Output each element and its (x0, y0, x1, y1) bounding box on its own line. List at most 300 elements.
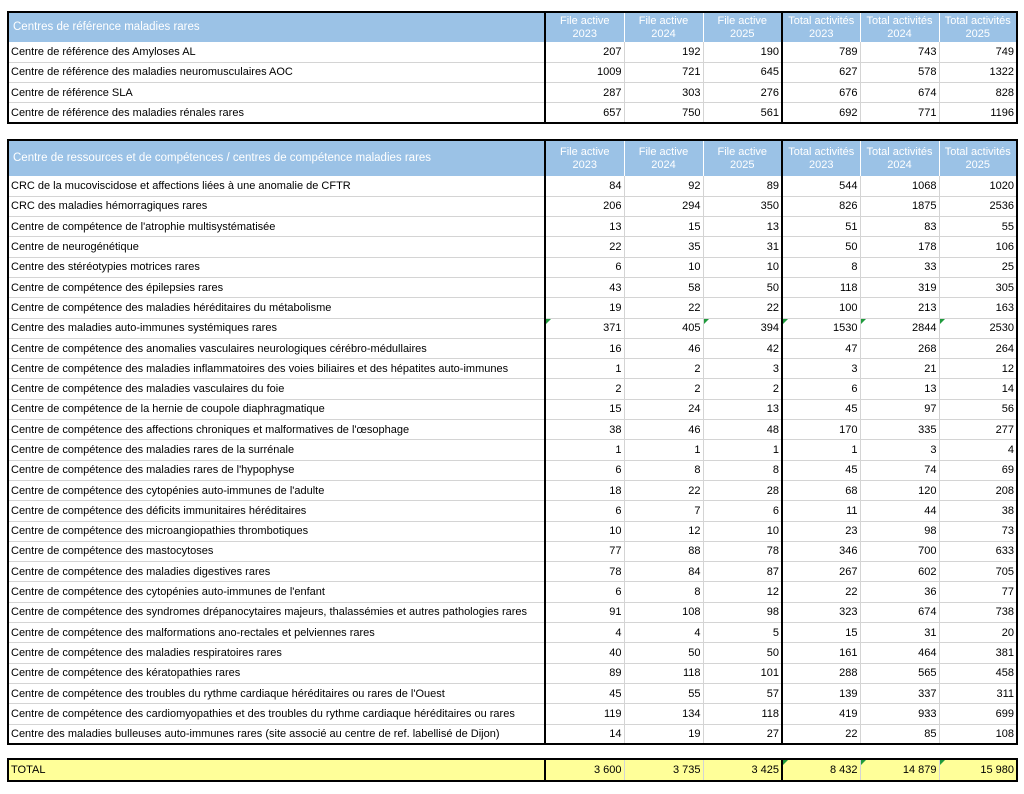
column-header-year: 2024 (651, 27, 676, 40)
total-value-cell[interactable]: 3 600 (545, 759, 624, 781)
value-cell[interactable]: 1 (782, 440, 860, 460)
value-cell[interactable]: 139 (782, 683, 860, 703)
value-cell[interactable]: 268 (860, 338, 939, 358)
value-cell[interactable]: 2 (624, 359, 703, 379)
center-name-cell[interactable]: Centre des maladies bulleuses auto-immunes rares (site associé au centre de ref. labellisé de Dijon) (8, 724, 545, 744)
column-header-year: 2023 (572, 158, 597, 171)
value-cell[interactable]: 1322 (939, 62, 1017, 82)
table-row[interactable] (8, 237, 1017, 257)
value-cell[interactable]: 22 (782, 582, 860, 602)
value-cell[interactable]: 1068 (860, 176, 939, 196)
value-cell[interactable]: 27 (703, 724, 782, 744)
value-cell[interactable]: 657 (545, 103, 624, 123)
value-cell[interactable]: 14 (545, 724, 624, 744)
table-row[interactable] (8, 62, 1017, 82)
center-name-cell[interactable]: Centre de compétence des maladies respiratoires rares (8, 643, 545, 663)
value-cell[interactable]: 350 (703, 196, 782, 216)
center-name-cell[interactable]: Centre de compétence des troubles du rythme cardiaque héréditaires ou rares de l'Ouest (8, 683, 545, 703)
value-cell[interactable]: 1020 (939, 176, 1017, 196)
column-header-year: 2023 (572, 27, 597, 40)
value-cell[interactable]: 118 (624, 663, 703, 683)
column-header-year: 2025 (965, 158, 990, 171)
value-cell[interactable]: 22 (703, 298, 782, 318)
value-cell[interactable]: 4 (545, 623, 624, 643)
value-cell[interactable]: 120 (860, 480, 939, 500)
value-cell[interactable]: 419 (782, 704, 860, 724)
column-header-label: File active (638, 145, 689, 158)
value-cell[interactable]: 6 (545, 501, 624, 521)
total-value-cell[interactable]: 15 980 (939, 759, 1017, 781)
value-cell[interactable]: 2 (545, 379, 624, 399)
value-cell[interactable]: 38 (939, 501, 1017, 521)
value-cell[interactable]: 674 (860, 83, 939, 103)
value-cell[interactable]: 119 (545, 704, 624, 724)
value-cell[interactable]: 208 (939, 480, 1017, 500)
value-cell[interactable]: 335 (860, 420, 939, 440)
value-cell[interactable]: 1 (703, 440, 782, 460)
value-cell[interactable]: 12 (939, 359, 1017, 379)
center-name-cell[interactable]: Centre de compétence des maladies rares de l'hypophyse (8, 460, 545, 480)
value-cell[interactable]: 2 (703, 379, 782, 399)
value-cell[interactable]: 771 (860, 103, 939, 123)
center-name-cell[interactable]: Centre de compétence des cytopénies auto-immunes de l'enfant (8, 582, 545, 602)
value-cell[interactable]: 89 (703, 176, 782, 196)
value-cell[interactable]: 1196 (990, 106, 1014, 119)
table-row[interactable] (8, 683, 1017, 703)
reference-centers-table (7, 11, 1018, 124)
table-row[interactable] (8, 562, 1017, 582)
competence-centers-table (7, 139, 1018, 745)
value-cell[interactable]: 15 (782, 623, 860, 643)
center-name-cell[interactable]: Centre de compétence des épilepsies rares (8, 277, 545, 297)
value-cell[interactable]: 7 (624, 501, 703, 521)
value-cell[interactable]: 3 (782, 359, 860, 379)
value-cell[interactable]: 8 (624, 460, 703, 480)
value-cell[interactable]: 288 (782, 663, 860, 683)
value-cell[interactable]: 12 (703, 582, 782, 602)
value-cell[interactable]: 3 (860, 440, 939, 460)
value-cell[interactable]: 6 (703, 501, 782, 521)
value-cell[interactable]: 381 (939, 643, 1017, 663)
center-name-cell[interactable]: Centre des maladies auto-immunes systémiques rares (8, 318, 545, 338)
center-name-cell[interactable]: Centre de compétence des maladies vasculaires du foie (8, 379, 545, 399)
column-header-year: 2025 (965, 27, 990, 40)
value-cell[interactable]: 46 (624, 420, 703, 440)
center-name-cell[interactable]: Centre de compétence des maladies digestives rares (8, 562, 545, 582)
value-cell[interactable]: 371 (545, 318, 624, 338)
value-cell[interactable]: 43 (545, 277, 624, 297)
value-cell[interactable]: 405 (624, 318, 703, 338)
column-header-label: Total activités (866, 145, 933, 158)
value-cell[interactable]: 264 (939, 338, 1017, 358)
value-cell[interactable]: 294 (624, 196, 703, 216)
value-cell[interactable]: 22 (624, 298, 703, 318)
value-cell[interactable]: 561 (703, 103, 782, 123)
center-name-cell[interactable]: Centre de compétence des cardiomyopathies et des troubles du rythme cardiaque héréditaires ou rares (8, 704, 545, 724)
column-header (624, 12, 703, 42)
value-cell[interactable]: 13 (860, 379, 939, 399)
value-cell[interactable]: 2 (624, 379, 703, 399)
value-cell[interactable]: 192 (624, 42, 703, 62)
table-row[interactable] (8, 399, 1017, 419)
value-cell[interactable]: 106 (939, 237, 1017, 257)
value-cell[interactable]: 544 (782, 176, 860, 196)
value-cell[interactable]: 97 (860, 399, 939, 419)
column-header-label: File active (717, 14, 768, 27)
column-header-label: File active (559, 14, 610, 27)
column-header (624, 140, 703, 176)
value-cell[interactable]: 45 (782, 399, 860, 419)
value-cell[interactable]: 602 (860, 562, 939, 582)
column-header-label: Total activités (866, 14, 933, 27)
table-row[interactable] (8, 582, 1017, 602)
value-cell[interactable]: 134 (624, 704, 703, 724)
value-cell[interactable]: 170 (782, 420, 860, 440)
center-name-cell[interactable]: Centre de compétence des microangiopathies thrombotiques (8, 521, 545, 541)
value-cell[interactable]: 305 (939, 277, 1017, 297)
value-cell[interactable]: 108 (624, 602, 703, 622)
value-cell[interactable]: 12 (624, 521, 703, 541)
column-header-label: File active (717, 145, 768, 158)
value-cell[interactable]: 84 (624, 562, 703, 582)
column-header (545, 12, 624, 42)
value-cell[interactable]: 98 (860, 521, 939, 541)
value-cell[interactable]: 11 (782, 501, 860, 521)
value-cell[interactable]: 2530 (939, 318, 1017, 338)
table-row[interactable] (8, 704, 1017, 724)
total-value-cell[interactable]: 14 879 (860, 759, 939, 781)
value-cell[interactable]: 10 (703, 521, 782, 541)
column-header-label: Total activités (944, 145, 1011, 158)
value-cell[interactable]: 276 (703, 83, 782, 103)
value-cell[interactable]: 8 (624, 582, 703, 602)
center-name-cell[interactable]: Centre de référence des maladies neuromusculaires AOC (8, 62, 545, 82)
table-row[interactable] (8, 196, 1017, 216)
value-cell[interactable]: 5 (703, 623, 782, 643)
table-row[interactable] (8, 541, 1017, 561)
value-cell[interactable]: 13 (703, 399, 782, 419)
value-cell[interactable]: 38 (545, 420, 624, 440)
value-cell[interactable]: 1 (545, 440, 624, 460)
value-cell[interactable]: 8 (782, 257, 860, 277)
value-cell[interactable]: 4 (939, 440, 1017, 460)
value-cell[interactable]: 633 (939, 541, 1017, 561)
value-cell[interactable]: 55 (624, 683, 703, 703)
value-cell[interactable]: 50 (782, 237, 860, 257)
table-row[interactable] (8, 643, 1017, 663)
value-cell[interactable]: 84 (545, 176, 624, 196)
center-name-cell[interactable]: Centre de compétence des maladies héréditaires du métabolisme (8, 298, 545, 318)
value-cell[interactable]: 828 (939, 83, 1017, 103)
value-cell[interactable]: 178 (860, 237, 939, 257)
value-cell[interactable]: 18 (545, 480, 624, 500)
value-cell[interactable]: 51 (782, 217, 860, 237)
value-cell[interactable]: 68 (782, 480, 860, 500)
table-header-row (8, 12, 1017, 42)
table-row[interactable] (8, 602, 1017, 622)
value-cell[interactable]: 31 (860, 623, 939, 643)
value-cell[interactable]: 10 (545, 521, 624, 541)
table-row[interactable] (8, 623, 1017, 643)
column-header-year: 2024 (887, 27, 912, 40)
center-name-cell[interactable]: Centre de compétence des mastocytoses (8, 541, 545, 561)
value-cell[interactable]: 699 (939, 704, 1017, 724)
total-label[interactable]: TOTAL (8, 759, 545, 781)
value-cell[interactable]: 13 (703, 217, 782, 237)
value-cell[interactable]: 303 (624, 83, 703, 103)
value-cell[interactable]: 15 (545, 399, 624, 419)
table-row[interactable] (8, 257, 1017, 277)
table-row[interactable] (8, 103, 1017, 123)
value-cell[interactable]: 319 (860, 277, 939, 297)
value-cell[interactable]: 2536 (939, 196, 1017, 216)
value-cell[interactable]: 1530 (782, 318, 860, 338)
value-cell[interactable]: 2844 (860, 318, 939, 338)
value-cell[interactable]: 31 (703, 237, 782, 257)
value-cell[interactable]: 58 (624, 277, 703, 297)
value-cell[interactable]: 89 (545, 663, 624, 683)
value-cell[interactable]: 22 (624, 480, 703, 500)
column-header-year: 2025 (730, 158, 755, 171)
value-cell[interactable]: 88 (624, 541, 703, 561)
value-cell[interactable]: 73 (939, 521, 1017, 541)
table-row[interactable] (8, 338, 1017, 358)
value-cell[interactable]: 10 (703, 257, 782, 277)
value-cell[interactable]: 190 (703, 42, 782, 62)
value-cell[interactable]: 1009 (545, 62, 624, 82)
table-row[interactable] (8, 480, 1017, 500)
value-cell[interactable]: 24 (624, 399, 703, 419)
column-header (860, 140, 939, 176)
value-cell[interactable]: 13 (545, 217, 624, 237)
value-cell[interactable]: 33 (860, 257, 939, 277)
center-name-cell[interactable]: Centre de compétence des kératopathies rares (8, 663, 545, 683)
table-row[interactable] (8, 724, 1017, 744)
value-cell[interactable]: 77 (939, 582, 1017, 602)
center-name-cell[interactable]: Centre de compétence de la hernie de coupole diaphragmatique (8, 399, 545, 419)
value-cell[interactable]: 6 (545, 582, 624, 602)
value-cell[interactable]: 69 (939, 460, 1017, 480)
value-cell[interactable]: 83 (860, 217, 939, 237)
table-row[interactable] (8, 420, 1017, 440)
center-name-cell[interactable]: Centre de compétence des syndromes drépanocytaires majeurs, thalassémies et autres pathologies rares (8, 602, 545, 622)
section-title: Centre de ressources et de compétences / centres de compétence maladies rares (8, 140, 545, 176)
value-cell[interactable]: 87 (703, 562, 782, 582)
value-cell[interactable]: 1 (624, 440, 703, 460)
table-row[interactable] (8, 521, 1017, 541)
value-cell[interactable]: 45 (545, 683, 624, 703)
value-cell[interactable]: 337 (860, 683, 939, 703)
value-cell[interactable]: 789 (782, 42, 860, 62)
table-row[interactable] (8, 42, 1017, 62)
value-cell[interactable]: 85 (860, 724, 939, 744)
value-cell[interactable]: 77 (545, 541, 624, 561)
value-cell[interactable]: 311 (939, 683, 1017, 703)
center-name-cell[interactable]: Centre de référence des maladies rénales rares (8, 103, 545, 123)
value-cell[interactable]: 42 (703, 338, 782, 358)
value-cell[interactable]: 267 (782, 562, 860, 582)
center-name-cell[interactable]: Centre de compétence des maladies rares de la surrénale (8, 440, 545, 460)
value-cell[interactable]: 74 (860, 460, 939, 480)
table-row[interactable] (8, 359, 1017, 379)
value-cell[interactable]: 46 (624, 338, 703, 358)
value-cell[interactable]: 47 (782, 338, 860, 358)
column-header-label: File active (638, 14, 689, 27)
value-cell[interactable]: 50 (703, 643, 782, 663)
center-name-cell[interactable]: Centre de référence des Amyloses AL (8, 42, 545, 62)
column-header-label: Total activités (788, 145, 855, 158)
column-header-label: Total activités (788, 14, 855, 27)
value-cell[interactable]: 206 (545, 196, 624, 216)
value-cell[interactable]: 19 (545, 298, 624, 318)
value-cell[interactable]: 163 (939, 298, 1017, 318)
table-row[interactable] (8, 440, 1017, 460)
value-cell[interactable]: 3 (703, 359, 782, 379)
value-cell[interactable]: 826 (782, 196, 860, 216)
value-cell[interactable]: 627 (782, 62, 860, 82)
value-cell[interactable]: 55 (939, 217, 1017, 237)
value-cell[interactable]: 50 (624, 643, 703, 663)
value-cell[interactable]: 22 (782, 724, 860, 744)
value-cell[interactable]: 44 (860, 501, 939, 521)
center-name-cell[interactable]: CRC de la mucoviscidose et affections liées à une anomalie de CFTR (8, 176, 545, 196)
value-cell[interactable]: 100 (782, 298, 860, 318)
table-row[interactable] (8, 277, 1017, 297)
value-cell[interactable]: 743 (860, 42, 939, 62)
value-cell[interactable]: 207 (545, 42, 624, 62)
value-cell[interactable]: 57 (703, 683, 782, 703)
value-cell[interactable]: 1 (545, 359, 624, 379)
value-cell[interactable]: 98 (703, 602, 782, 622)
center-name-cell[interactable]: Centre de compétence de l'atrophie multisystématisée (8, 217, 545, 237)
value-cell[interactable]: 19 (624, 724, 703, 744)
value-cell[interactable]: 56 (939, 399, 1017, 419)
value-cell[interactable]: 91 (545, 602, 624, 622)
value-cell[interactable]: 674 (860, 602, 939, 622)
center-name-cell[interactable]: Centre de compétence des anomalies vasculaires neurologiques cérébro-médullaires (8, 338, 545, 358)
total-value-cell[interactable]: 3 425 (703, 759, 782, 781)
column-header (782, 140, 860, 176)
value-cell[interactable]: 1875 (860, 196, 939, 216)
center-name-cell[interactable]: Centre de référence SLA (8, 83, 545, 103)
value-cell[interactable]: 36 (860, 582, 939, 602)
table-row[interactable] (8, 379, 1017, 399)
value-cell[interactable]: 161 (782, 643, 860, 663)
column-header (703, 12, 782, 42)
column-header-label: Total activités (944, 14, 1011, 27)
column-header-label: File active (559, 145, 610, 158)
column-header (545, 140, 624, 176)
value-cell[interactable]: 15 (624, 217, 703, 237)
value-cell[interactable]: 4 (624, 623, 703, 643)
value-cell[interactable]: 692 (782, 103, 860, 123)
value-cell[interactable]: 108 (995, 727, 1014, 740)
value-cell[interactable]: 22 (545, 237, 624, 257)
value-cell[interactable]: 21 (860, 359, 939, 379)
center-name-cell[interactable]: Centre de compétence des déficits immunitaires héréditaires (8, 501, 545, 521)
value-cell[interactable]: 78 (545, 562, 624, 582)
table-row[interactable] (8, 318, 1017, 338)
center-name-cell[interactable]: Centre de compétence des affections chroniques et malformatives de l'œsophage (8, 420, 545, 440)
value-cell[interactable]: 277 (939, 420, 1017, 440)
value-cell[interactable]: 721 (624, 62, 703, 82)
value-cell[interactable]: 394 (703, 318, 782, 338)
value-cell[interactable]: 738 (939, 602, 1017, 622)
value-cell[interactable]: 6 (545, 257, 624, 277)
value-cell[interactable]: 750 (624, 103, 703, 123)
value-cell[interactable]: 6 (545, 460, 624, 480)
value-cell[interactable]: 213 (860, 298, 939, 318)
column-header (939, 140, 1017, 176)
value-cell[interactable]: 14 (939, 379, 1017, 399)
table-row[interactable] (8, 663, 1017, 683)
table-row[interactable] (8, 298, 1017, 318)
table-row[interactable] (8, 460, 1017, 480)
value-cell[interactable]: 92 (624, 176, 703, 196)
column-header-year: 2023 (809, 27, 834, 40)
value-cell[interactable]: 6 (782, 379, 860, 399)
center-name-cell[interactable]: Centre des stéréotypies motrices rares (8, 257, 545, 277)
table-row[interactable] (8, 83, 1017, 103)
value-cell[interactable]: 118 (703, 704, 782, 724)
total-table (7, 758, 1018, 782)
value-cell[interactable]: 10 (624, 257, 703, 277)
value-cell[interactable]: 118 (782, 277, 860, 297)
column-header (860, 12, 939, 42)
table-row[interactable] (8, 501, 1017, 521)
value-cell[interactable]: 565 (860, 663, 939, 683)
total-row[interactable] (8, 759, 1017, 781)
value-cell[interactable]: 287 (545, 83, 624, 103)
value-cell[interactable]: 749 (939, 42, 1017, 62)
center-name-cell[interactable]: Centre de neurogénétique (8, 237, 545, 257)
value-cell[interactable]: 40 (545, 643, 624, 663)
center-name-cell[interactable]: Centre de compétence des maladies inflammatoires des voies biliaires et des hépatites auto-immunes (8, 359, 545, 379)
value-cell[interactable]: 933 (860, 704, 939, 724)
value-cell[interactable]: 8 (703, 460, 782, 480)
value-cell[interactable]: 78 (703, 541, 782, 561)
value-cell[interactable]: 101 (703, 663, 782, 683)
value-cell[interactable]: 458 (939, 663, 1017, 683)
value-cell[interactable]: 23 (782, 521, 860, 541)
total-value-cell[interactable]: 3 735 (624, 759, 703, 781)
value-cell[interactable]: 346 (782, 541, 860, 561)
center-name-cell[interactable]: Centre de compétence des cytopénies auto-immunes de l'adulte (8, 480, 545, 500)
value-cell[interactable]: 45 (782, 460, 860, 480)
value-cell[interactable]: 50 (703, 277, 782, 297)
value-cell[interactable]: 700 (860, 541, 939, 561)
column-header-year: 2024 (651, 158, 676, 171)
value-cell[interactable]: 676 (782, 83, 860, 103)
value-cell[interactable]: 645 (703, 62, 782, 82)
table-header-row (8, 140, 1017, 176)
value-cell[interactable]: 323 (782, 602, 860, 622)
table-row[interactable] (8, 176, 1017, 196)
table-row[interactable] (8, 217, 1017, 237)
value-cell[interactable]: 35 (624, 237, 703, 257)
total-value-cell[interactable]: 8 432 (782, 759, 860, 781)
value-cell[interactable]: 48 (703, 420, 782, 440)
value-cell[interactable]: 25 (939, 257, 1017, 277)
value-cell[interactable]: 578 (860, 62, 939, 82)
value-cell[interactable]: 705 (939, 562, 1017, 582)
value-cell[interactable]: 20 (939, 623, 1017, 643)
center-name-cell[interactable]: Centre de compétence des malformations ano-rectales et pelviennes rares (8, 623, 545, 643)
value-cell[interactable]: 16 (545, 338, 624, 358)
value-cell[interactable]: 28 (703, 480, 782, 500)
value-cell[interactable]: 464 (860, 643, 939, 663)
center-name-cell[interactable]: CRC des maladies hémorragiques rares (8, 196, 545, 216)
